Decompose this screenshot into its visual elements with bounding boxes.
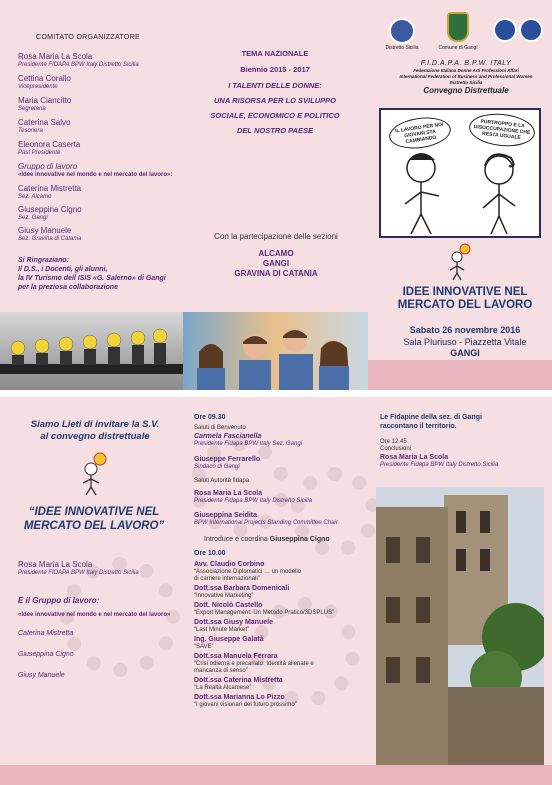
event-venue: Sala Pluriuso - Piazzetta Vitale xyxy=(403,337,527,347)
talk xyxy=(194,652,374,675)
speech-bubble-left: IL LAVORO PER NOI GIOVANI STA CAMBIANDO xyxy=(387,114,453,152)
talk-title: “Associazione Diplomatici … un modello xyxy=(194,569,302,575)
talk xyxy=(194,618,374,634)
signer-role: Presidente FIDAPA BPW Italy Distretto Sicilia xyxy=(18,570,139,576)
theme-line: SOCIALE, ECONOMICO E POLITICO xyxy=(210,111,340,120)
fidapa-logo xyxy=(389,18,415,44)
talk-title: “I giovani visionari del futuro prossimo” xyxy=(194,702,297,708)
thanks-line: Il D.S., i Docenti, gli alunni, xyxy=(18,266,108,273)
speaker-role: BPW International Projects Standing Committee Chair xyxy=(194,520,338,526)
thanks-line: Si Ringraziano: xyxy=(18,257,69,264)
group-heading: Gruppo di lavoro xyxy=(18,162,78,171)
talk-speaker: Ing. Giuseppe Galatà xyxy=(194,636,264,643)
speaker-name: Carmela Fascianella xyxy=(194,433,262,440)
intro-label: Introduce e coordina xyxy=(204,536,268,543)
section-name: GRAVINA DI CATANIA xyxy=(234,269,318,278)
theme-line: UNA RISORSA PER LO SVILUPPO xyxy=(214,96,336,105)
speaker-role: Presidente Fidapa BPW Italy Sez. Gangi xyxy=(194,441,303,447)
program-welcome: Saluti di Benvenuto xyxy=(194,425,246,431)
talk-title: “Last Minute Market” xyxy=(194,627,250,633)
globe-logo-right xyxy=(519,18,543,42)
invite-event-title xyxy=(8,505,180,533)
theme-line: DEL NOSTRO PAESE xyxy=(237,126,313,135)
program-intro xyxy=(194,535,374,544)
event-title-line: MERCATO DEL LAVORO xyxy=(397,299,533,311)
member-role: Past Presidente xyxy=(18,150,61,156)
theme-line: I TALENTI DELLE DONNE: xyxy=(228,81,322,90)
globe-logo-left xyxy=(493,18,517,42)
group-member xyxy=(18,226,193,243)
thanks-line: la IV Turismo dell ISIS «G. Salerno» di Gangi xyxy=(18,275,166,282)
member-name: Caterina Salvo xyxy=(18,118,71,127)
closing-label: Conclusioni xyxy=(380,446,412,452)
talk-title: “Crisi odierna e precariato: Identità alienate e xyxy=(194,661,314,667)
speaker-name: Giuseppe Ferrarello xyxy=(194,456,261,463)
invite-signer xyxy=(18,560,188,577)
brochure-inner-side xyxy=(0,397,552,785)
talk xyxy=(194,635,374,651)
participation-text: Con la partecipazione delle sezioni xyxy=(214,232,338,241)
thanks-line: per la preziosa collaborazione xyxy=(18,284,118,291)
event-title xyxy=(378,286,552,312)
member-name: Caterina Mistretta xyxy=(18,184,82,193)
talk-title: di carriere internazionali” xyxy=(194,576,260,582)
national-theme xyxy=(200,48,350,136)
decorative-band xyxy=(368,360,552,390)
lego-figures-photo xyxy=(0,312,183,390)
closing-block xyxy=(380,413,550,469)
gangi-building-photo xyxy=(376,487,544,772)
org-block xyxy=(380,59,552,96)
org-line: Distretto Sicilia xyxy=(449,80,483,85)
committee-members xyxy=(18,52,193,247)
invite-title-line: “IDEE INNOVATIVE NEL xyxy=(28,506,160,518)
invite-group xyxy=(18,596,198,680)
member-name: Rosa Maria La Scola xyxy=(18,52,93,61)
brochure-outer-side xyxy=(0,0,552,390)
group-member: Caterina Mistretta xyxy=(18,630,74,637)
photo-strip xyxy=(0,312,368,390)
closing-line: Le Fidapine della sez. di Gangi xyxy=(380,414,482,421)
theme-line: Biennio 2015 - 2017 xyxy=(240,65,310,74)
decorative-band xyxy=(0,765,552,785)
member-role: Segretaria xyxy=(18,106,46,112)
speaker-name: Giuseppina Seidita xyxy=(194,512,258,519)
talk-speaker: Dott.ssa Marianna Lo Pizzo xyxy=(194,694,285,701)
talk xyxy=(194,584,374,600)
page-gap xyxy=(0,390,552,397)
program-authorities: Saluti Autorità fidapa xyxy=(194,478,250,484)
program-time: Ore 10.00 xyxy=(194,550,226,557)
committee-column xyxy=(36,33,206,42)
logo-caption-distretto: Distretto Sicilia xyxy=(385,45,419,51)
group-member xyxy=(18,184,193,201)
talk-speaker: Dott.ssa Manuela Ferrara xyxy=(194,653,278,660)
speaker-name: Rosa Maria La Scola xyxy=(194,490,263,497)
member-role: Sez. Alcamo xyxy=(18,194,52,200)
talk-title: “La Realtà Alcamese” xyxy=(194,685,252,691)
group-heading: E il Gruppo di lavoro: xyxy=(18,596,100,605)
member-role: Vicepresidente xyxy=(18,84,58,90)
event-city: GANGI xyxy=(450,348,480,358)
section-name: ALCAMO xyxy=(258,249,294,258)
talk xyxy=(194,693,374,709)
intro-name: Giuseppina Cigno xyxy=(269,536,330,543)
talk xyxy=(194,676,374,692)
member xyxy=(18,52,193,69)
closing-time: Ore 12.45 xyxy=(380,439,407,445)
event-title-line: IDEE INNOVATIVE NEL xyxy=(402,286,528,298)
talk xyxy=(194,601,374,617)
talk xyxy=(194,560,374,583)
program-time: Ore 09.30 xyxy=(194,414,226,421)
member-name: Maria Ciancitto xyxy=(18,96,72,105)
talk-speaker: Dott. Nicolò Castello xyxy=(194,602,263,609)
org-line: Federazione Italiana Donne Arti Professioni Affari xyxy=(413,68,519,73)
member xyxy=(18,96,193,113)
invite-line: al convegno distrettuale xyxy=(40,431,150,442)
member-name: Giuseppina Cigno xyxy=(18,205,82,214)
member xyxy=(18,140,193,157)
committee-heading: COMITATO ORGANIZZATORE xyxy=(36,34,140,41)
lightbulb-figure-icon xyxy=(445,243,475,281)
member xyxy=(18,118,193,135)
member-name: Giusy Manuele xyxy=(18,226,72,235)
member-role: Sez. Gangi xyxy=(18,215,48,221)
talk-speaker: Dott.ssa Giusy Manuele xyxy=(194,619,273,626)
group-member xyxy=(18,205,193,222)
speaker-role: Presidente Fidapa BPW Italy Distretto Sicilia xyxy=(194,498,313,504)
cartoon-panel xyxy=(379,108,541,238)
talk-speaker: Dott.ssa Caterina Mistretta xyxy=(194,677,283,684)
member-role: Presidente FIDAPA BPW Italy Distretto Sicilia xyxy=(18,62,139,68)
program xyxy=(194,413,374,709)
talk-title: mancanza di senso” xyxy=(194,668,248,674)
thanks-note xyxy=(18,256,208,292)
closing-role: Presidente Fidapa BPW Italy Distretto Sicilia xyxy=(380,462,499,468)
logo-caption-comune: Comune di Gangi xyxy=(438,45,478,51)
group-member: Giuseppina Cigno xyxy=(18,651,74,658)
org-line: International Federation of Business and Professional Women xyxy=(399,74,533,79)
event-date: Sabato 26 novembre 2016 xyxy=(409,325,521,335)
member-name: Eleonora Caserta xyxy=(18,140,81,149)
talk-speaker: Dott.ssa Barbara Domenicali xyxy=(194,585,290,592)
talk-speaker: Avv. Claudio Corbino xyxy=(194,561,265,568)
group-subtitle: «Idee innovative nel mondo e nel mercato del lavoro»: xyxy=(18,172,173,178)
section-name: GANGI xyxy=(262,259,290,268)
talk-title: “SAVE” xyxy=(194,644,214,650)
event-details xyxy=(378,325,552,359)
talk-title: “Export Management: Un Metodo Pratico/3DSPLUS” xyxy=(194,610,335,616)
invite-title-line: MERCATO DEL LAVORO” xyxy=(23,520,165,532)
signer-name: Rosa Maria La Scola xyxy=(18,560,93,569)
speech-bubble-right: PURTROPPO E LA DISOCCUPAZIONE CHE RESTA UGUALE xyxy=(468,111,537,150)
org-name: F.I.D.A.P.A. B.P.W. ITALY xyxy=(420,60,512,67)
group-member: Giusy Manuele xyxy=(18,672,65,679)
participation-block xyxy=(196,232,356,279)
invite-heading xyxy=(10,419,180,443)
theme-line: TEMA NAZIONALE xyxy=(241,49,309,58)
cartoon-figures xyxy=(381,148,539,236)
member-name: Cettina Corallo xyxy=(18,74,71,83)
closing-line: raccontano il territorio. xyxy=(380,423,457,430)
talk-title: “Innovative Marketing” xyxy=(194,593,254,599)
young-people-photo xyxy=(183,312,368,390)
member xyxy=(18,74,193,91)
invite-line: Siamo Lieti di invitare la S.V. xyxy=(30,419,160,430)
closing-name: Rosa Maria La Scola xyxy=(380,454,449,461)
group-subtitle: «Idee innovative nel mondo e nel mercato del lavoro» xyxy=(18,612,171,618)
gangi-crest xyxy=(447,12,469,42)
member-role: Tesoriera xyxy=(18,128,43,134)
speaker-role: Sindaco di Gangi xyxy=(194,464,240,470)
event-type: Convegno Distrettuale xyxy=(423,86,509,95)
lightbulb-figure-icon xyxy=(78,452,112,496)
member-role: Sez. Gravina di Catania xyxy=(18,236,82,242)
